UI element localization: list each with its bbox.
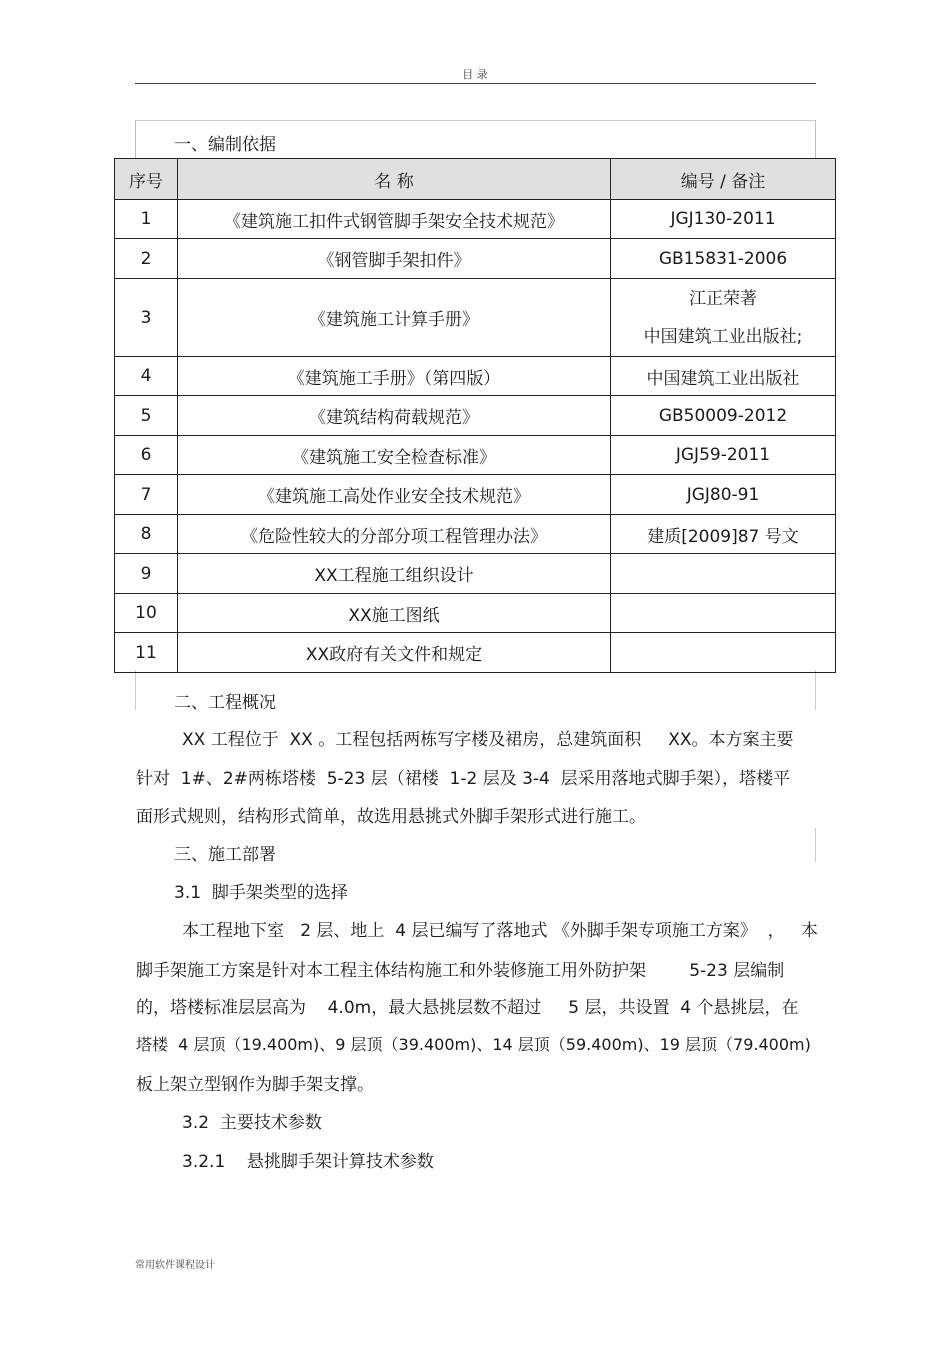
frame-line [815, 120, 816, 159]
overview-line: 针对 1#、2#两栋塔楼 5-23 层（裙楼 1-2 层及 3-4 层采用落地式脚手架），塔楼平 [136, 769, 791, 789]
table-row [115, 239, 836, 279]
row-no: 11 [115, 633, 178, 673]
table-row [115, 396, 836, 436]
row-note: JGJ59-2011 [611, 436, 836, 475]
row-note: GB50009-2012 [611, 396, 836, 436]
table-row [115, 357, 836, 396]
row-note: 中国建筑工业出版社 [611, 357, 836, 396]
frame-line [815, 828, 816, 862]
row-no: 9 [115, 554, 178, 594]
frame-line [135, 670, 136, 710]
row-note [611, 554, 836, 594]
row-name: 《建筑结构荷载规范》 [178, 396, 611, 436]
row-name: 《建筑施工计算手册》 [178, 279, 611, 357]
subsection-heading: 3.2.1 悬挑脚手架计算技术参数 [182, 1152, 434, 1172]
deployment-line: 脚手架施工方案是针对本工程主体结构施工和外装修施工用外防护架 5-23 层编制 [136, 961, 785, 981]
table-row [115, 633, 836, 673]
column-header-no: 序号 [115, 159, 178, 200]
row-name: 《钢管脚手架扣件》 [178, 239, 611, 279]
column-header-name: 名 称 [178, 159, 611, 200]
row-note [611, 594, 836, 633]
row-name: 《建筑施工高处作业安全技术规范》 [178, 475, 611, 515]
table-row [115, 475, 836, 515]
row-note: 建质[2009]87 号文 [611, 515, 836, 554]
row-name: 《建筑施工手册》（第四版） [178, 357, 611, 396]
row-name: XX政府有关文件和规定 [178, 633, 611, 673]
row-no: 4 [115, 357, 178, 396]
row-name: XX工程施工组织设计 [178, 554, 611, 594]
deployment-line: 板上架立型钢作为脚手架支撑。 [136, 1075, 374, 1095]
table-row [115, 594, 836, 633]
header-rule [135, 83, 816, 84]
row-no: 6 [115, 436, 178, 475]
page-header-title: 目 录 [462, 68, 488, 81]
deployment-line: 本工程地下室 2 层、地上 4 层已编写了落地式 《外脚手架专项施工方案》 ， 本 [182, 921, 818, 941]
row-name: 《建筑施工扣件式钢管脚手架安全技术规范》 [178, 200, 611, 239]
table-header-row [115, 159, 836, 200]
row-note [611, 279, 836, 357]
row-no: 2 [115, 239, 178, 279]
subsection-heading: 3.1 脚手架类型的选择 [174, 883, 348, 903]
row-note: JGJ80-91 [611, 475, 836, 515]
row-no: 1 [115, 200, 178, 239]
row-name: 《建筑施工安全检查标准》 [178, 436, 611, 475]
table-row [115, 279, 836, 357]
row-no: 7 [115, 475, 178, 515]
deployment-line: 塔楼 4 层顶（19.400m)、9 层顶（39.400m)、14 层顶（59.400m)、19 层顶（79.400m) [136, 1035, 811, 1054]
row-note: GB15831-2006 [611, 239, 836, 279]
page-footer: 常用软件课程设计 [135, 1260, 215, 1271]
overview-line: 面形式规则，结构形式简单，故选用悬挑式外脚手架形式进行施工。 [136, 807, 646, 827]
row-note-publisher: 中国建筑工业出版社; [643, 326, 803, 347]
section-heading-basis: 一、编制依据 [174, 135, 276, 155]
table-row [115, 436, 836, 475]
row-no: 10 [115, 594, 178, 633]
frame-line [135, 120, 136, 159]
section-heading-deployment: 三、施工部署 [174, 845, 276, 865]
frame-line [135, 120, 816, 121]
subsection-heading: 3.2 主要技术参数 [182, 1113, 322, 1133]
table-row [115, 554, 836, 594]
section-heading-overview: 二、工程概况 [174, 693, 276, 713]
frame-line [815, 670, 816, 710]
row-name: XX施工图纸 [178, 594, 611, 633]
row-name: 《危险性较大的分部分项工程管理办法》 [178, 515, 611, 554]
row-no: 5 [115, 396, 178, 436]
table-row [115, 200, 836, 239]
deployment-line: 的，塔楼标准层层高为 4.0m，最大悬挑层数不超过 5 层，共设置 4 个悬挑层，在 [136, 998, 799, 1018]
table-row [115, 515, 836, 554]
reference-table [114, 158, 836, 673]
row-note [611, 633, 836, 673]
overview-line: XX 工程位于 XX 。工程包括两栋写字楼及裙房，总建筑面积 XX。本方案主要 [182, 730, 794, 750]
column-header-note: 编号 / 备注 [611, 159, 836, 200]
row-note: JGJ130-2011 [611, 200, 836, 239]
row-no: 3 [115, 279, 178, 357]
row-no: 8 [115, 515, 178, 554]
row-note-author: 江正荣著 [689, 288, 757, 309]
